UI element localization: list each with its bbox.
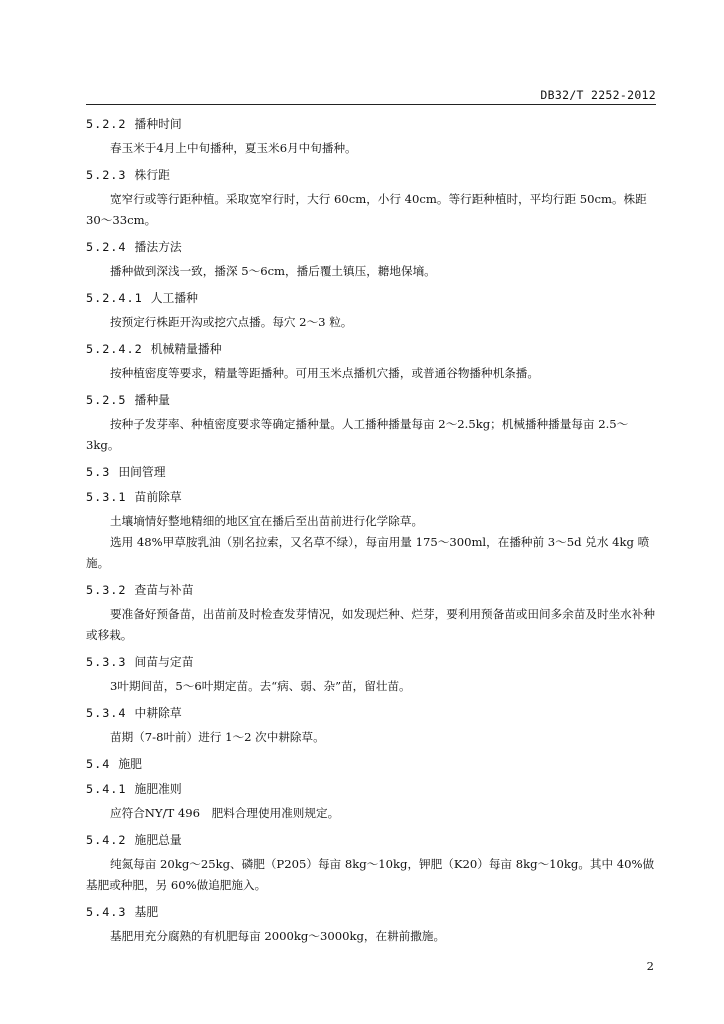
section-number: 5.2.4 bbox=[86, 240, 127, 254]
section-title: 株行距 bbox=[134, 168, 170, 182]
section-number: 5.3.3 bbox=[86, 655, 127, 669]
section-5-4-1 bbox=[86, 780, 656, 824]
section-title: 机械精量播种 bbox=[150, 342, 222, 356]
paragraph: 3叶期间苗，5～6叶期定苗。去“病、弱、杂”苗，留壮苗。 bbox=[110, 679, 411, 693]
section-number: 5.2.4.2 bbox=[86, 342, 143, 356]
section-5-3-2 bbox=[86, 581, 656, 646]
section-heading bbox=[86, 238, 656, 256]
paragraph: 基肥用充分腐熟的有机肥每亩 2000kg～3000kg，在耕前撒施。 bbox=[110, 929, 446, 943]
section-5-3 bbox=[86, 463, 656, 481]
section-title: 播法方法 bbox=[134, 240, 182, 254]
paragraph: 选用 48%甲草胺乳油（别名拉索，又名草不绿），每亩用量 175～300ml，在播种前 3～5d 兑水 4kg 喷施。 bbox=[86, 535, 650, 570]
section-heading bbox=[86, 780, 656, 798]
section-number: 5.4.1 bbox=[86, 782, 127, 796]
section-title: 田间管理 bbox=[118, 465, 166, 479]
section-5-2-2 bbox=[86, 115, 656, 159]
section-5-2-5 bbox=[86, 391, 656, 456]
section-heading bbox=[86, 463, 656, 481]
section-heading bbox=[86, 115, 656, 133]
section-heading bbox=[86, 166, 656, 184]
section-5-2-4 bbox=[86, 238, 656, 282]
paragraph: 要准备好预备苗，出苗前及时检查发芽情况，如发现烂种、烂芽，要利用预备苗或田间多余苗及时坐水补种或移栽。 bbox=[86, 607, 655, 642]
document-id: DB32/T 2252-2012 bbox=[540, 88, 656, 102]
section-5-4-2 bbox=[86, 831, 656, 896]
section-5-4 bbox=[86, 755, 656, 773]
section-heading bbox=[86, 581, 656, 599]
paragraph: 春玉米于4月上中旬播种，夏玉米6月中旬播种。 bbox=[110, 141, 357, 155]
section-number: 5.2.5 bbox=[86, 393, 127, 407]
section-number: 5.4.2 bbox=[86, 833, 127, 847]
section-title: 人工播种 bbox=[150, 291, 198, 305]
paragraph: 土壤墒情好整地精细的地区宜在播后至出苗前进行化学除草。 bbox=[110, 514, 424, 528]
section-heading bbox=[86, 903, 656, 921]
section-number: 5.3.1 bbox=[86, 490, 127, 504]
section-number: 5.3 bbox=[86, 465, 111, 479]
section-title: 苗前除草 bbox=[134, 490, 182, 504]
section-title: 间苗与定苗 bbox=[134, 655, 194, 669]
section-title: 施肥准则 bbox=[134, 782, 182, 796]
section-number: 5.3.2 bbox=[86, 583, 127, 597]
section-heading bbox=[86, 340, 656, 358]
paragraph: 应符合NY/T 496 肥料合理使用准则规定。 bbox=[110, 806, 340, 820]
section-title: 基肥 bbox=[134, 905, 159, 919]
paragraph: 播种做到深浅一致，播深 5～6cm，播后覆土镇压，耱地保墒。 bbox=[110, 264, 436, 278]
section-5-2-4-1 bbox=[86, 289, 656, 333]
section-heading bbox=[86, 831, 656, 849]
section-heading bbox=[86, 488, 656, 506]
document-body bbox=[86, 108, 656, 953]
section-title: 查苗与补苗 bbox=[134, 583, 194, 597]
section-title: 施肥总量 bbox=[134, 833, 182, 847]
paragraph: 苗期（7-8叶前）进行 1～2 次中耕除草。 bbox=[110, 730, 325, 744]
section-number: 5.2.4.1 bbox=[86, 291, 143, 305]
section-number: 5.4.3 bbox=[86, 905, 127, 919]
section-5-3-3 bbox=[86, 653, 656, 697]
section-title: 中耕除草 bbox=[134, 706, 182, 720]
section-heading bbox=[86, 653, 656, 671]
section-title: 播种时间 bbox=[134, 117, 182, 131]
section-number: 5.3.4 bbox=[86, 706, 127, 720]
section-heading bbox=[86, 704, 656, 722]
paragraph: 按种植密度等要求，精量等距播种。可用玉米点播机穴播，或普通谷物播种机条播。 bbox=[110, 366, 539, 380]
section-5-2-4-2 bbox=[86, 340, 656, 384]
paragraph: 按预定行株距开沟或挖穴点播。每穴 2～3 粒。 bbox=[110, 315, 353, 329]
section-number: 5.2.3 bbox=[86, 168, 127, 182]
section-5-3-4 bbox=[86, 704, 656, 748]
section-title: 播种量 bbox=[134, 393, 170, 407]
page-number: 2 bbox=[646, 959, 654, 973]
section-heading bbox=[86, 391, 656, 409]
section-heading bbox=[86, 289, 656, 307]
section-5-3-1 bbox=[86, 488, 656, 574]
section-5-4-3 bbox=[86, 903, 656, 947]
section-5-2-3 bbox=[86, 166, 656, 231]
section-heading bbox=[86, 755, 656, 773]
section-number: 5.2.2 bbox=[86, 117, 127, 131]
section-number: 5.4 bbox=[86, 757, 111, 771]
paragraph: 宽窄行或等行距种植。采取宽窄行时，大行 60cm，小行 40cm。等行距种植时，平均行距 50cm。株距 30～33cm。 bbox=[86, 192, 647, 227]
header-rule bbox=[86, 104, 656, 105]
section-title: 施肥 bbox=[118, 757, 142, 771]
paragraph: 纯氮每亩 20kg～25kg、磷肥（P205）每亩 8kg～10kg，钾肥（K20）每亩 8kg～10kg。其中 40%做基肥或种肥，另 60%做追肥施入。 bbox=[86, 857, 655, 892]
paragraph: 按种子发芽率、种植密度要求等确定播种量。人工播种播量每亩 2～2.5kg；机械播种播量每亩 2.5～3kg。 bbox=[86, 417, 629, 452]
